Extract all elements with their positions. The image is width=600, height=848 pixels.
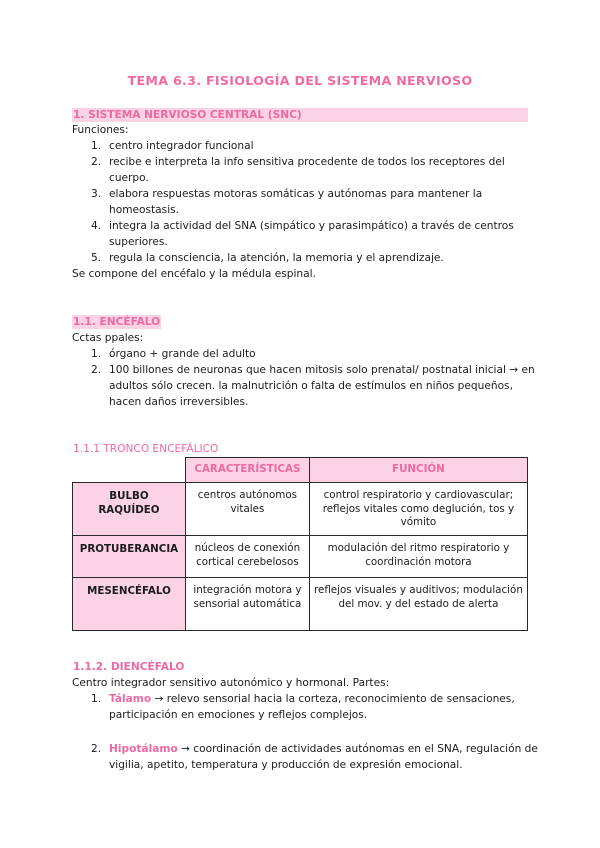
row-header: MESENCÉFALO bbox=[73, 578, 186, 631]
section-heading-encefalo: 1.1. ENCÉFALO bbox=[73, 316, 161, 328]
table-corner-cell bbox=[73, 458, 186, 483]
table-cell: núcleos de conexión cortical cerebelosos bbox=[185, 536, 309, 578]
table-cell: control respiratorio y cardiovascular; reflejos vitales como deglución, tos y vómito bbox=[309, 483, 527, 536]
row-header: BULBO RAQUÍDEO bbox=[73, 483, 186, 536]
list-item: 1. órgano + grande del adulto bbox=[91, 348, 256, 360]
table-cell: centros autónomos vitales bbox=[185, 483, 309, 536]
section-heading-snc: 1. SISTEMA NERVIOSO CENTRAL (SNC) bbox=[72, 108, 528, 122]
page-title: TEMA 6.3. FISIOLOGÍA DEL SISTEMA NERVIOSO bbox=[127, 73, 473, 88]
table-header-row bbox=[73, 458, 528, 483]
table-row bbox=[73, 483, 528, 536]
table-row bbox=[73, 536, 528, 578]
list-item: 3. elabora respuestas motoras somáticas y autónomas para mantener la homeostasis. bbox=[91, 188, 483, 216]
diencefalo-intro: Centro integrador sensitivo autonómico y hormonal. Partes: bbox=[72, 677, 390, 689]
list-item: 5. regula la consciencia, la atención, la memoria y el aprendizaje. bbox=[91, 252, 444, 264]
section-heading-diencefalo: 1.1.2. DIENCÉFALO bbox=[73, 661, 185, 673]
list-item: 2. 100 billones de neuronas que hacen mitosis solo prenatal/ postnatal inicial → en adultos sólo crecen. la malnutrición o falta de estímulos en niños pequeños, hacen daños irreversibles. bbox=[91, 364, 535, 408]
table-cell: modulación del ritmo respiratorio y coordinación motora bbox=[309, 536, 527, 578]
section-heading-tronco: 1.1.1 TRONCO ENCEFÁLICO bbox=[73, 443, 219, 455]
table-cell: integración motora y sensorial automática bbox=[185, 578, 309, 631]
snc-function-list bbox=[72, 138, 542, 266]
diencefalo-list bbox=[72, 691, 542, 773]
snc-intro: Funciones: bbox=[72, 124, 129, 136]
table-row bbox=[73, 578, 528, 631]
list-item: 2. Hipotálamo → coordinación de actividades autónomas en el SNA, regulación de vigilia, apetito, temperatura y producción de expresión emocional. bbox=[91, 743, 538, 771]
list-item: 1. centro integrador funcional bbox=[91, 140, 254, 152]
term-hipotalamo: Hipotálamo bbox=[109, 743, 178, 755]
list-item: 2. recibe e interpreta la info sensitiva procedente de todos los receptores del cuerpo. bbox=[91, 156, 505, 184]
row-header: PROTUBERANCIA bbox=[73, 536, 186, 578]
list-item: 4. integra la actividad del SNA (simpático y parasimpático) a través de centros superiores. bbox=[91, 220, 514, 248]
encefalo-intro: Cctas ppales: bbox=[72, 332, 144, 344]
encefalo-list bbox=[72, 346, 542, 410]
column-header: CARACTERÍSTICAS bbox=[185, 458, 309, 483]
table-cell: reflejos visuales y auditivos; modulación del mov. y del estado de alerta bbox=[309, 578, 527, 631]
tronco-table bbox=[72, 457, 528, 631]
term-talamo: Tálamo bbox=[109, 693, 152, 705]
column-header: FUNCIÓN bbox=[309, 458, 527, 483]
snc-closing: Se compone del encéfalo y la médula espinal. bbox=[72, 268, 316, 280]
list-item: 1. Tálamo → relevo sensorial hacia la corteza, reconocimiento de sensaciones, participación en emociones y reflejos complejos. bbox=[91, 693, 515, 721]
